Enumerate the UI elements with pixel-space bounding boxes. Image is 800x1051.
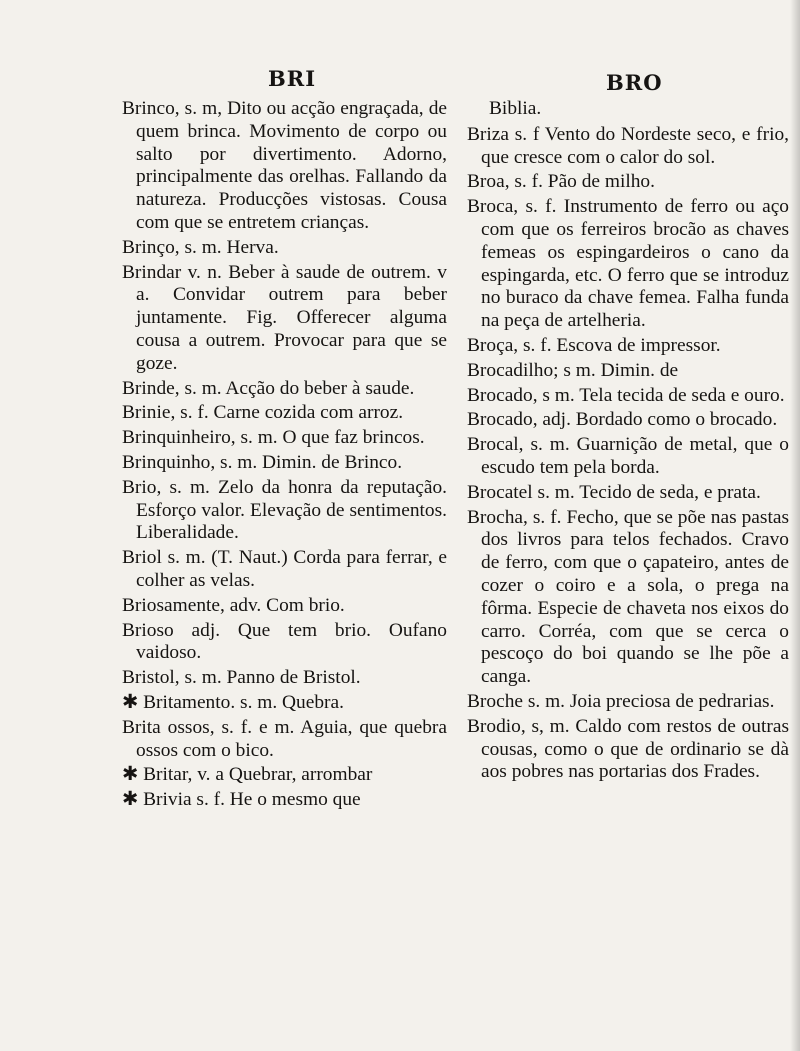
dictionary-entry: Brita ossos, s. f. e m. Aguia, que quebra ossos com o bico. xyxy=(122,716,447,761)
dictionary-entry: Brinquinheiro, s. m. O que faz brincos. xyxy=(122,427,425,449)
dictionary-entry: Broca, s. f. Instrumento de ferro ou aço com que os ferreiros brocão as chaves femeas os espingardeiros o cano da espingarda, etc. O ferro que se introduz no buraco da chave femea. Falha funda na peça de artelheria. xyxy=(467,196,789,332)
dictionary-entry: Brioso adj. Que tem brio. Oufano vaidoso. xyxy=(122,619,447,664)
dictionary-entry: Brio, s. m. Zelo da honra da reputação. Esforço valor. Elevação de sentimentos. Liberalidade. xyxy=(122,476,447,544)
page-edge-shadow xyxy=(790,0,800,1051)
dictionary-entry: ✱ Britar, v. a Quebrar, arrombar xyxy=(122,764,373,786)
dictionary-entry: Broça, s. f. Escova de impressor. xyxy=(467,334,721,356)
dictionary-entry: Briol s. m. (T. Naut.) Corda para ferrar, e colher as velas. xyxy=(122,547,447,591)
dictionary-entry: Brocal, s. m. Guarnição de metal, que o escudo tem pela borda. xyxy=(467,434,789,478)
left-running-header: BRI xyxy=(268,66,317,91)
dictionary-entry: Bristol, s. m. Panno de Bristol. xyxy=(122,667,361,689)
dictionary-entry: ✱ Brivia s. f. He o mesmo que xyxy=(122,789,361,811)
dictionary-entry: Brocadilho; s m. Dimin. de xyxy=(467,359,679,381)
dictionary-entry: Brinço, s. m. Herva. xyxy=(122,236,279,258)
dictionary-entry: Broa, s. f. Pão de milho. xyxy=(467,171,655,193)
dictionary-entry: Brocado, s m. Tela tecida de seda e ouro. xyxy=(467,384,785,406)
dictionary-entry: Briosamente, adv. Com brio. xyxy=(122,594,345,616)
dictionary-entry: ✱ Britamento. s. m. Quebra. xyxy=(122,691,344,713)
dictionary-entry: Brocha, s. f. Fecho, que se põe nas pastas dos livros para telos fechados. Cravo de ferro, com que o çapateiro, antes de cozer o coiro e a sola, o prega na fôrma. Especie de chaveta nos eixos do carro. Corréa, com que se cerca o pescoço do boi quando se lhe põe a canga. xyxy=(467,506,789,688)
dictionary-entry: Brocatel s. m. Tecido de seda, e prata. xyxy=(467,481,761,503)
dictionary-entry: Brinco, s. m, Dito ou acção engraçada, de quem brinca. Movimento de corpo ou salto por divertimento. Adorno, principalmente das orelhas. Fallando da natureza. Producções vistosas. Cousa com que se entretem crianças. xyxy=(122,98,447,233)
dictionary-entry: Brocado, adj. Bordado como o brocado. xyxy=(467,409,778,431)
dictionary-entry: Brinie, s. f. Carne cozida com arroz. xyxy=(122,402,404,424)
left-column xyxy=(122,98,447,814)
dictionary-entry: Brodio, s, m. Caldo com restos de outras cousas, como o que de ordinario se dà aos pobres nas portarias dos Frades. xyxy=(467,715,789,783)
dictionary-entry: Briza s. f Vento do Nordeste seco, e frio, que cresce com o calor do sol. xyxy=(467,123,789,168)
dictionary-entry: Brindar v. n. Beber à saude de outrem. v a. Convidar outrem para beber juntamente. Fig. Offerecer alguma cousa a outrem. Provocar para que se goze. xyxy=(122,261,447,374)
right-column xyxy=(467,98,789,786)
continued-entry-text: Biblia. xyxy=(489,98,542,119)
dictionary-entry: Brinde, s. m. Acção do beber à saude. xyxy=(122,377,415,399)
right-running-header: BRO xyxy=(606,70,663,95)
dictionary-entry: Brinquinho, s. m. Dimin. de Brinco. xyxy=(122,451,403,473)
dictionary-entry: Broche s. m. Joia preciosa de pedrarias. xyxy=(467,690,775,712)
